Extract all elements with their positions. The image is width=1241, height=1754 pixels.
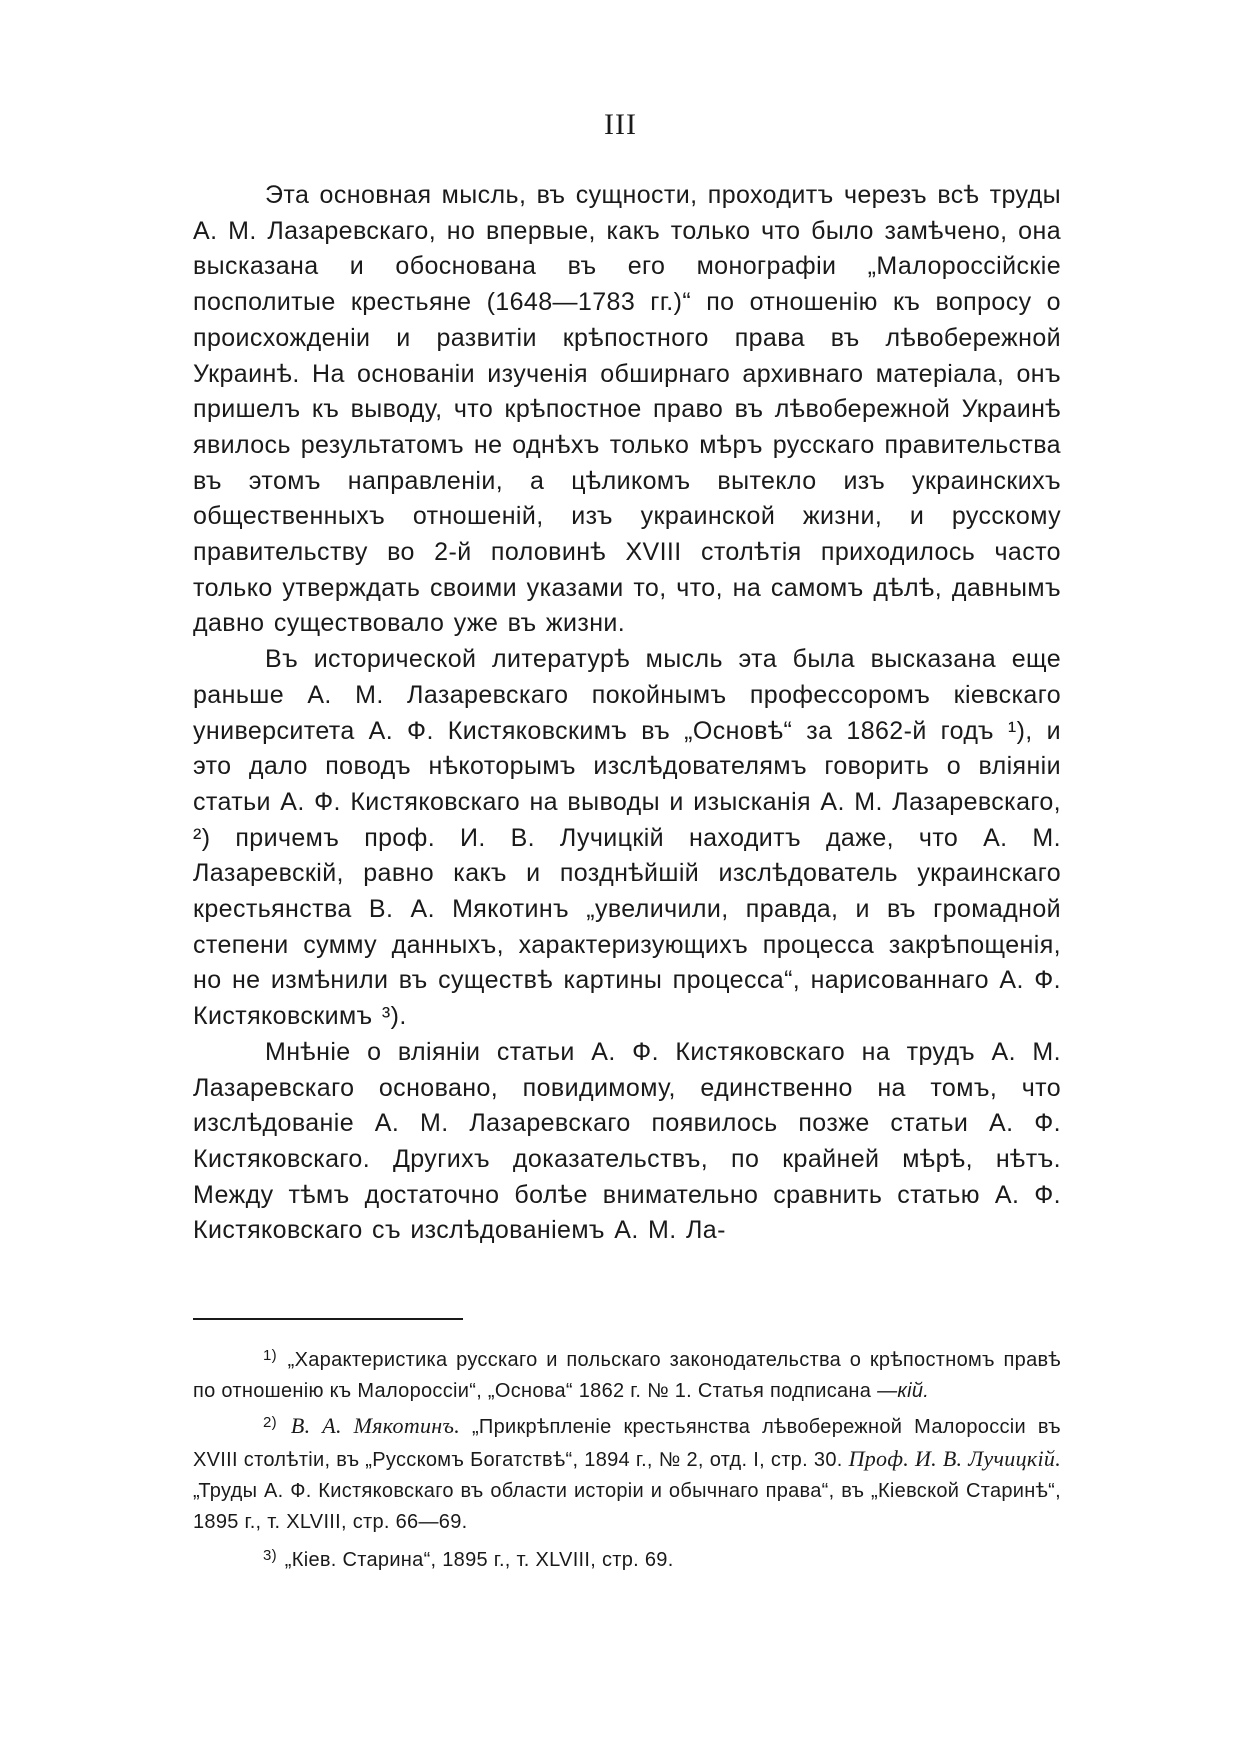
footnote-author: В. А. Мякотинъ.: [290, 1413, 461, 1438]
footnote-signature: —кій.: [877, 1380, 930, 1402]
footnote-text: „Труды А. Ф. Кистяковскаго въ области исторіи и обычнаго права“, въ „Кіевской Старинѣ“, 1895 г., т. XLVIII, стр. 66—69.: [193, 1480, 1061, 1533]
footnote-text: „Характеристика русскаго и польскаго законодательства о крѣпостномъ правѣ по отношенію къ Малороссіи“, „Основа“ 1862 г. № 1. Статья подписана: [193, 1349, 1061, 1402]
footnote-2: [193, 1407, 1061, 1538]
page-number: III: [604, 108, 637, 141]
footnote-1: [193, 1340, 1061, 1407]
footnote-marker: 1): [263, 1347, 277, 1364]
footnote-3: [193, 1540, 1061, 1576]
paragraph: Эта основная мысль, въ сущности, проходитъ черезъ всѣ труды А. М. Лазаревскаго, но впервые, какъ только что было замѣчено, она высказана и обоснована въ его монографіи „Малороссійскіе посполитые крестьяне (1648—1783 гг.)“ по отношенію къ вопросу о происхожденіи и развитіи крѣпостного права въ лѣвобережной Украинѣ. На основаніи изученія обширнаго архивнаго матеріала, онъ пришелъ къ выводу, что крѣпостное право въ лѣвобережной Украинѣ явилось результатомъ не однѣхъ только мѣръ русскаго правительства въ этомъ направленіи, а цѣликомъ вытекло изъ украинскихъ общественныхъ отношеній, изъ украинской жизни, и русскому правительству во 2-й половинѣ XVIII столѣтія приходилось часто только утверждать своими указами то, что, на самомъ дѣлѣ, давнымъ давно существовало уже въ жизни.: [193, 181, 1061, 638]
paragraph: Въ исторической литературѣ мысль эта была высказана еще раньше А. М. Лазаревскаго покойнымъ профессоромъ кіевскаго университета А. Ф. Кистяковскимъ въ „Основѣ“ за 1862-й годъ ¹), и это дало поводъ нѣкоторымъ изслѣдователямъ говорить о вліяніи статьи А. Ф. Кистяковскаго на выводы и изысканія А. М. Лазаревскаго, ²) причемъ проф. И. В. Лучицкій находитъ даже, что А. М. Лазаревскій, равно какъ и позднѣйшій изслѣдователь украинскаго крестьянства В. А. Мякотинъ „увеличили, правда, и въ громадной степени сумму данныхъ, характеризующихъ процесса закрѣпощенія, но не измѣнили въ существѣ картины процесса“, нарисованнаго А. Ф. Кистяковскимъ ³).: [193, 645, 1061, 1031]
footnote-text: „Прикрѣпленіе крестьянства лѣвобережной Малороссіи въ XVIII столѣтіи, въ „Русскомъ Богатствѣ“, 1894 г., № 2, отд. I, стр. 30.: [193, 1416, 1061, 1471]
footnotes: [193, 1340, 1061, 1576]
footnote-marker: 3): [263, 1547, 277, 1564]
footnote-text: „Кіев. Старина“, 1895 г., т. XLVIII, стр. 69.: [284, 1549, 674, 1571]
footnote-author: Проф. И. В. Лучицкій.: [848, 1446, 1062, 1471]
paragraph: Мнѣніе о вліяніи статьи А. Ф. Кистяковскаго на трудъ А. М. Лазаревскаго основано, повидимому, единственно на томъ, что изслѣдованіе А. М. Лазаревскаго появилось позже статьи А. Ф. Кистяковскаго. Другихъ доказательствъ, по крайней мѣрѣ, нѣтъ. Между тѣмъ достаточно болѣе внимательно сравнить статью А. Ф. Кистяковскаго съ изслѣдованіемъ А. М. Ла-: [193, 1037, 1061, 1245]
main-text: [193, 178, 1061, 1249]
footnote-divider: [193, 1318, 463, 1320]
footnote-marker: 2): [263, 1414, 277, 1431]
